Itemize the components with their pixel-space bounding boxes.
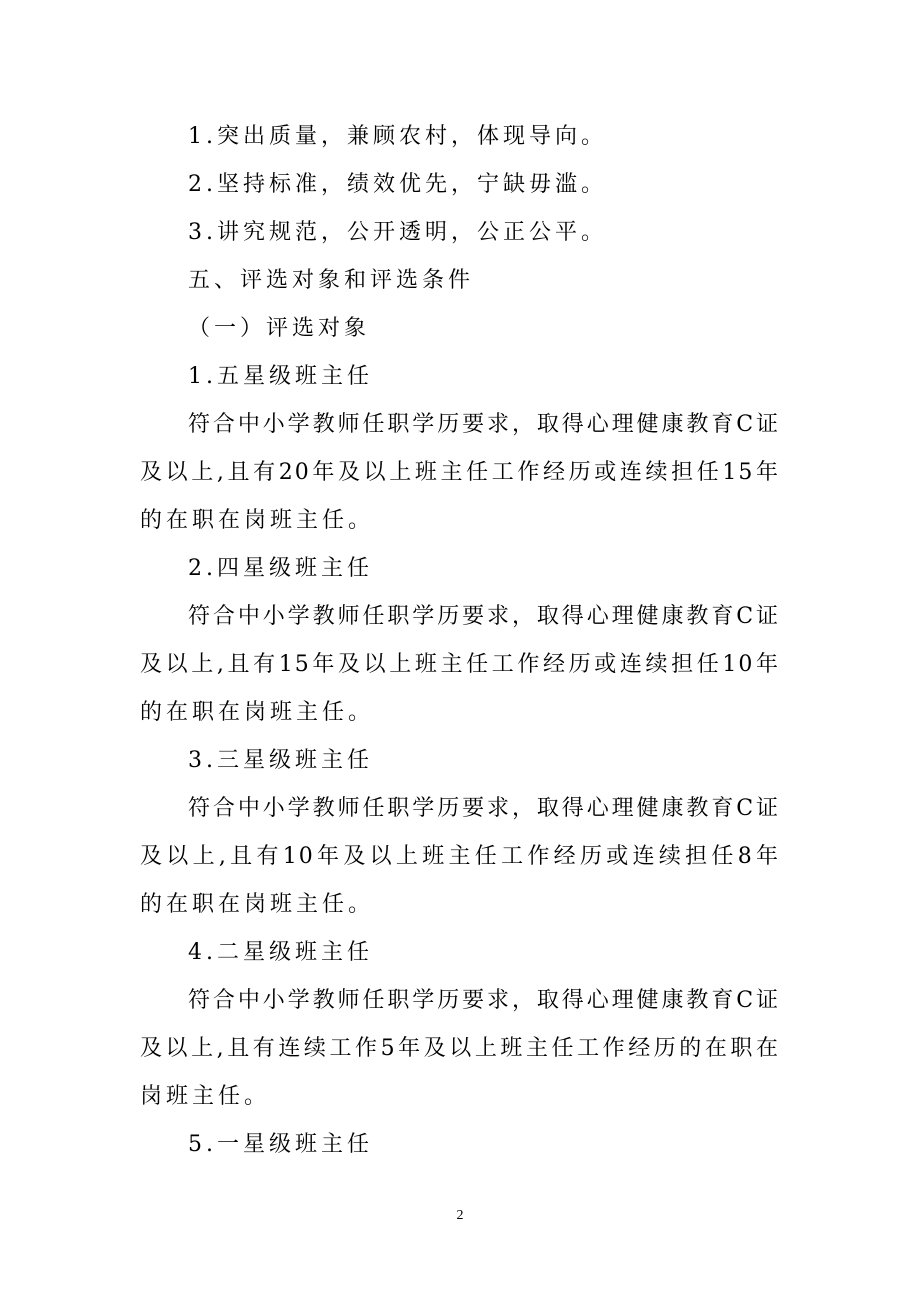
paragraph-line: 及以上,且有连续工作5年及以上班主任工作经历的在职在 bbox=[140, 1036, 780, 1061]
item-heading-two-star: 4.二星级班主任 bbox=[188, 940, 373, 965]
paragraph-line: 的在职在岗班主任。 bbox=[140, 508, 375, 533]
paragraph-line: 符合中小学教师任职学历要求，取得心理健康教育C证 bbox=[188, 412, 780, 437]
paragraph-line: 及以上,且有10年及以上班主任工作经历或连续担任8年 bbox=[140, 844, 780, 869]
item-heading-four-star: 2.四星级班主任 bbox=[188, 556, 373, 581]
paragraph-line: 符合中小学教师任职学历要求，取得心理健康教育C证 bbox=[188, 604, 780, 629]
paragraph-line: 符合中小学教师任职学历要求，取得心理健康教育C证 bbox=[188, 988, 780, 1013]
paragraph-line: 及以上,且有15年及以上班主任工作经历或连续担任10年 bbox=[140, 652, 780, 677]
principle-item-1: 1.突出质量，兼顾农村，体现导向。 bbox=[188, 124, 607, 149]
paragraph-line: 的在职在岗班主任。 bbox=[140, 892, 375, 917]
page-number: 2 bbox=[456, 1208, 464, 1223]
item-heading-five-star: 1.五星级班主任 bbox=[188, 364, 373, 389]
subsection-heading: （一）评选对象 bbox=[188, 316, 371, 341]
item-heading-three-star: 3.三星级班主任 bbox=[188, 748, 373, 773]
principle-item-3: 3.讲究规范，公开透明，公正公平。 bbox=[188, 220, 607, 245]
paragraph-line: 的在职在岗班主任。 bbox=[140, 700, 375, 725]
paragraph-line: 符合中小学教师任职学历要求，取得心理健康教育C证 bbox=[188, 796, 780, 821]
paragraph-line: 及以上,且有20年及以上班主任工作经历或连续担任15年 bbox=[140, 460, 780, 485]
section-heading: 五、评选对象和评选条件 bbox=[188, 268, 475, 293]
item-heading-one-star: 5.一星级班主任 bbox=[188, 1132, 373, 1157]
paragraph-line: 岗班主任。 bbox=[140, 1084, 271, 1109]
principle-item-2: 2.坚持标准，绩效优先，宁缺毋滥。 bbox=[188, 172, 607, 197]
